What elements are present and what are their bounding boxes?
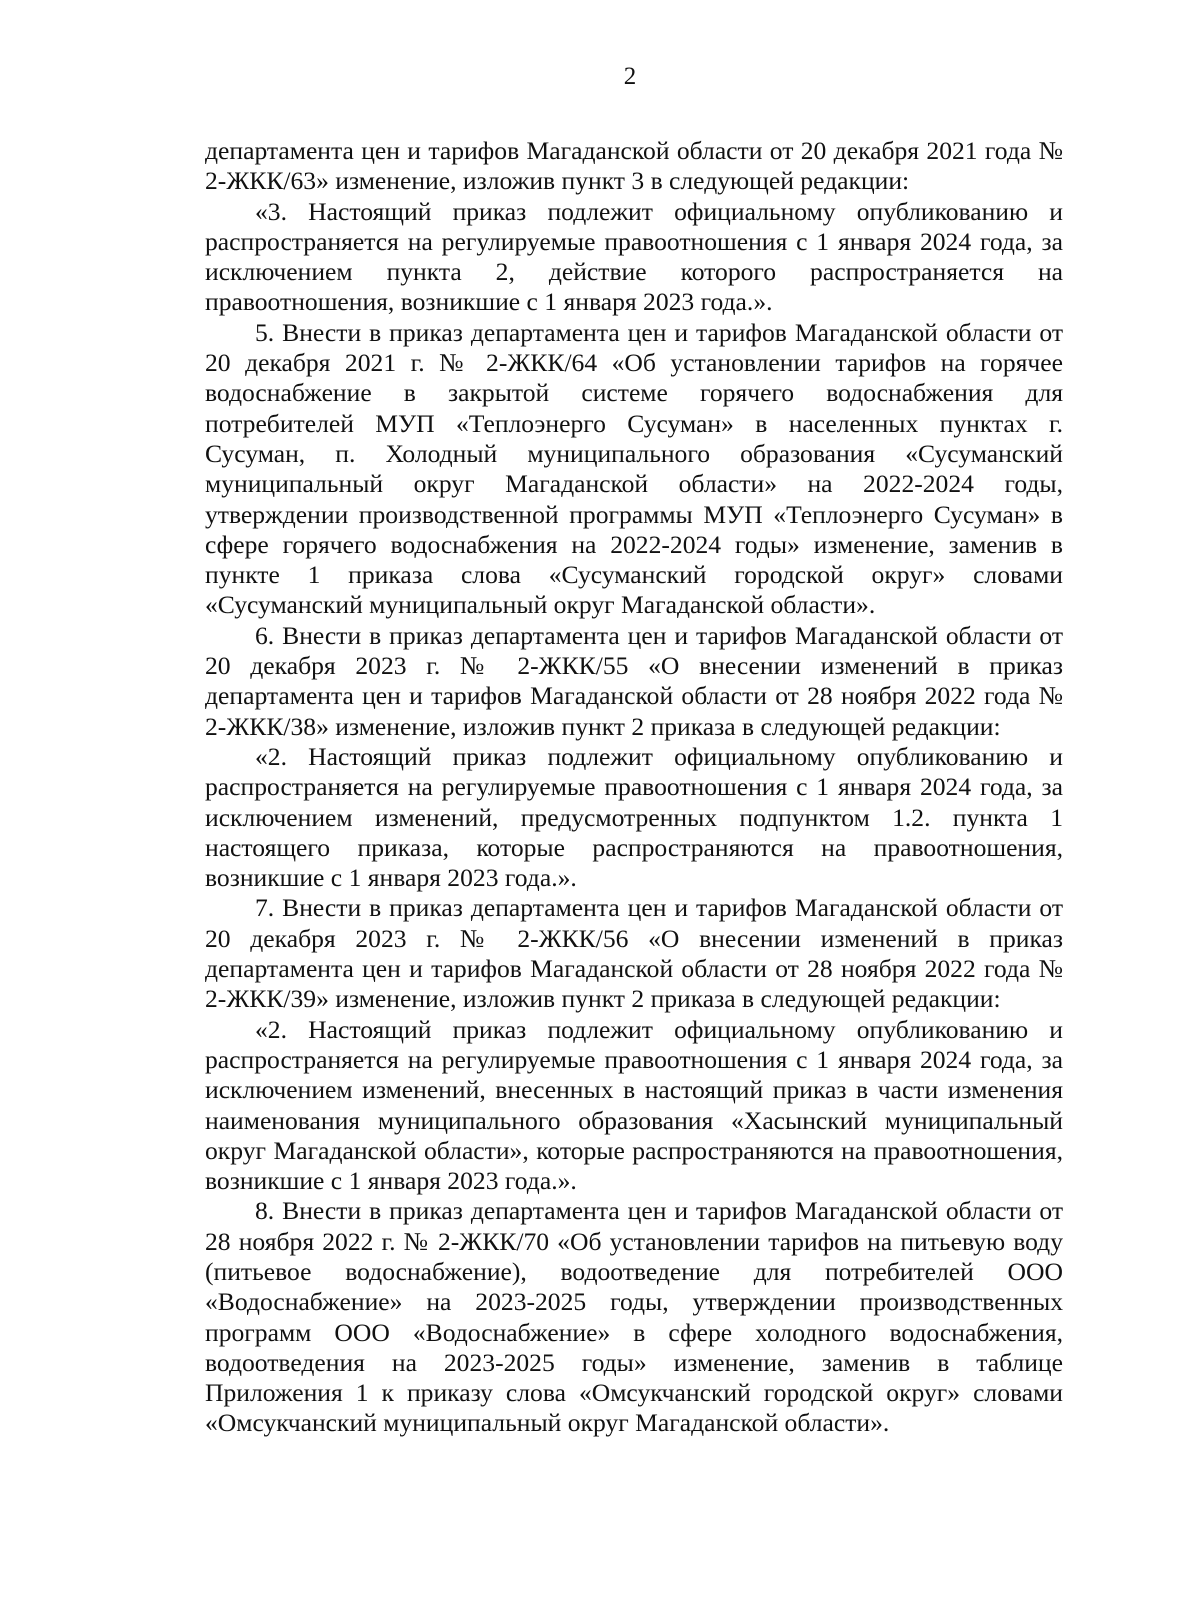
paragraph-continuation: департамента цен и тарифов Магаданской области от 20 декабря 2021 года № 2-ЖКК/63» изменение, изложив пункт 3 в следующей редакции: bbox=[205, 136, 1063, 196]
paragraph-item-6: 6. Внести в приказ департамента цен и тарифов Магаданской области от 20 декабря 2023 г. № 2-ЖКК/55 «О внесении изменений в приказ департамента цен и тарифов Магаданской области от 28 ноября 2022 года № 2-ЖКК/38» изменение, изложив пункт 2 приказа в следующей редакции: bbox=[205, 620, 1063, 741]
quoted-paragraph-2-first: «2. Настоящий приказ подлежит официальному опубликованию и распространяется на регулируемые правоотношения с 1 января 2024 года, за исключением изменений, предусмотренных подпунктом 1.2. пункта 1 настоящего приказа, которые распространяются на правоотношения, возникшие с 1 января 2023 года.». bbox=[205, 741, 1063, 893]
quoted-paragraph-2-second: «2. Настоящий приказ подлежит официальному опубликованию и распространяется на регулируемые правоотношения с 1 января 2024 года, за исключением изменений, внесенных в настоящий приказ в части изменения наименования муниципального образования «Хасынский муниципальный округ Магаданской области», которые распространяются на правоотношения, возникшие с 1 января 2023 года.». bbox=[205, 1014, 1063, 1196]
document-body bbox=[205, 136, 1063, 1439]
paragraph-item-7: 7. Внести в приказ департамента цен и тарифов Магаданской области от 20 декабря 2023 г. № 2-ЖКК/56 «О внесении изменений в приказ департамента цен и тарифов Магаданской области от 28 ноября 2022 года № 2-ЖКК/39» изменение, изложив пункт 2 приказа в следующей редакции: bbox=[205, 893, 1063, 1014]
page-number: 2 bbox=[623, 63, 637, 90]
quoted-paragraph-3: «3. Настоящий приказ подлежит официальному опубликованию и распространяется на регулируемые правоотношения с 1 января 2024 года, за исключением пункта 2, действие которого распространяется на правоотношения, возникшие с 1 января 2023 года.». bbox=[205, 196, 1063, 317]
paragraph-item-5: 5. Внести в приказ департамента цен и тарифов Магаданской области от 20 декабря 2021 г. № 2-ЖКК/64 «Об установлении тарифов на горячее водоснабжение в закрытой системе горячего водоснабжения для потребителей МУП «Теплоэнерго Сусуман» в населенных пунктах г. Сусуман, п. Холодный муниципального образования «Сусуманский муниципальный округ Магаданской области» на 2022-2024 годы, утверждении производственной программы МУП «Теплоэнерго Сусуман» в сфере горячего водоснабжения на 2022-2024 годы» изменение, заменив в пункте 1 приказа слова «Сусуманский городской округ» словами «Сусуманский муниципальный округ Магаданской области». bbox=[205, 317, 1063, 620]
paragraph-item-8: 8. Внести в приказ департамента цен и тарифов Магаданской области от 28 ноября 2022 г. № 2-ЖКК/70 «Об установлении тарифов на питьевую воду (питьевое водоснабжение), водоотведение для потребителей ООО «Водоснабжение» на 2023-2025 годы, утверждении производственных программ ООО «Водоснабжение» в сфере холодного водоснабжения, водоотведения на 2023-2025 годы» изменение, заменив в таблице Приложения 1 к приказу слова «Омсукчанский городской округ» словами «Омсукчанский муниципальный округ Магаданской области». bbox=[205, 1196, 1063, 1438]
